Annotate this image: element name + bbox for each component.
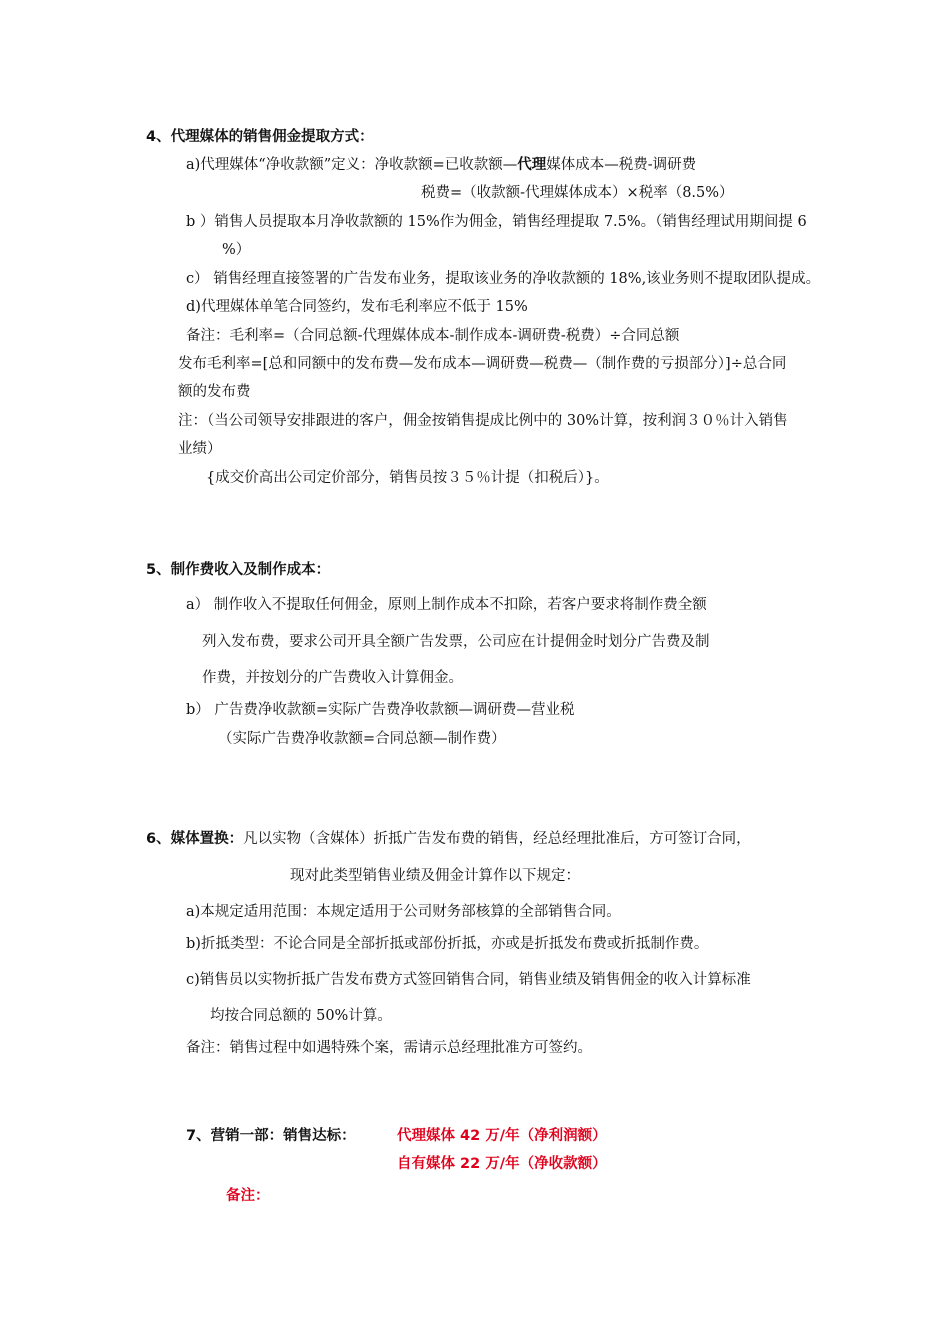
section-4-note-3-line-2: 业绩）: [178, 441, 222, 457]
sales-target-agency-media: 代理媒体 42 万/年（净利润额）: [397, 1128, 607, 1144]
section-6-intro-line-2: 现对此类型销售业绩及佣金计算作以下规定：: [290, 868, 580, 884]
section-6-item-a: a)本规定适用范围：本规定适用于公司财务部核算的全部销售合同。: [186, 904, 621, 920]
section-7-note: 备注：: [226, 1188, 270, 1204]
section-4-heading: 4、代理媒体的销售佣金提取方式：: [146, 129, 374, 145]
section-4-item-b-line-1: b ）销售人员提取本月净收款额的 15%作为佣金，销售经理提取 7.5%。（销售经理试用期间提 6: [186, 214, 807, 230]
item-a-text-bold: 代理: [517, 157, 547, 173]
section-4-note-4: {成交价高出公司定价部分，销售员按３５％计提（扣税后）}。: [206, 470, 609, 486]
section-6-note: 备注：销售过程中如遇特殊个案，需请示总经理批准方可签约。: [186, 1040, 592, 1056]
section-6-intro-line-1: [146, 829, 751, 849]
section-5-item-a-line-3: 作费，并按划分的广告费收入计算佣金。: [202, 670, 463, 686]
section-5-item-b-line-2: （实际广告费净收款额=合同总额—制作费）: [218, 731, 506, 747]
section-5-item-a-line-1: a） 制作收入不提取任何佣金，原则上制作成本不扣除，若客户要求将制作费全额: [186, 597, 707, 613]
section-4-note-2-line-1: 发布毛利率=[总和同额中的发布费—发布成本—调研费—税费—（制作费的亏损部分）]÷总合同: [178, 356, 787, 372]
section-4-note-2-line-2: 额的发布费: [178, 384, 251, 400]
section-5-item-b-line-1: b） 广告费净收款额=实际广告费净收款额—调研费—营业税: [186, 702, 575, 718]
section-4-item-b-line-2: %）: [222, 242, 251, 258]
item-a-text-post: 媒体成本—税费-调研费: [546, 157, 697, 173]
section-5-heading: 5、制作费收入及制作成本：: [146, 562, 331, 578]
section-4-item-d: d)代理媒体单笔合同签约，发布毛利率应不低于 15%: [186, 299, 528, 315]
section-4-item-a-line-1: [186, 155, 696, 175]
section-4-item-a-line-2: 税费=（收款额-代理媒体成本）×税率（8.5%）: [421, 185, 734, 201]
section-6-heading: 6、媒体置换：: [146, 831, 244, 847]
section-5-item-a-line-2: 列入发布费，要求公司开具全额广告发票，公司应在计提佣金时划分广告费及制: [202, 634, 710, 650]
section-4-item-c: c） 销售经理直接签署的广告发布业务，提取该业务的净收款额的 18%,该业务则不提取团队提成。: [186, 271, 821, 287]
section-6-item-c-line-1: c)销售员以实物折抵广告发布费方式签回销售合同，销售业绩及销售佣金的收入计算标准: [186, 972, 751, 988]
section-6-item-c-line-2: 均按合同总额的 50%计算。: [210, 1008, 392, 1024]
section-4-note-1: 备注：毛利率=（合同总额-代理媒体成本-制作成本-调研费-税费）÷合同总额: [186, 328, 680, 344]
section-6-item-b: b)折抵类型：不论合同是全部折抵或部份折抵，亦或是折抵发布费或折抵制作费。: [186, 936, 709, 952]
section-6-intro: 凡以实物（含媒体）折抵广告发布费的销售，经总经理批准后，方可签订合同，: [243, 831, 751, 847]
sales-target-own-media: 自有媒体 22 万/年（净收款额）: [397, 1156, 607, 1172]
section-4-note-3-line-1: 注：（当公司领导安排跟进的客户，佣金按销售提成比例中的 30%计算，按利润３０％计入销售: [178, 413, 788, 429]
item-a-text-pre: a)代理媒体“净收款额”定义：净收款额=已收款额—: [186, 157, 518, 173]
section-7-heading: 7、营销一部：销售达标：: [186, 1128, 356, 1144]
